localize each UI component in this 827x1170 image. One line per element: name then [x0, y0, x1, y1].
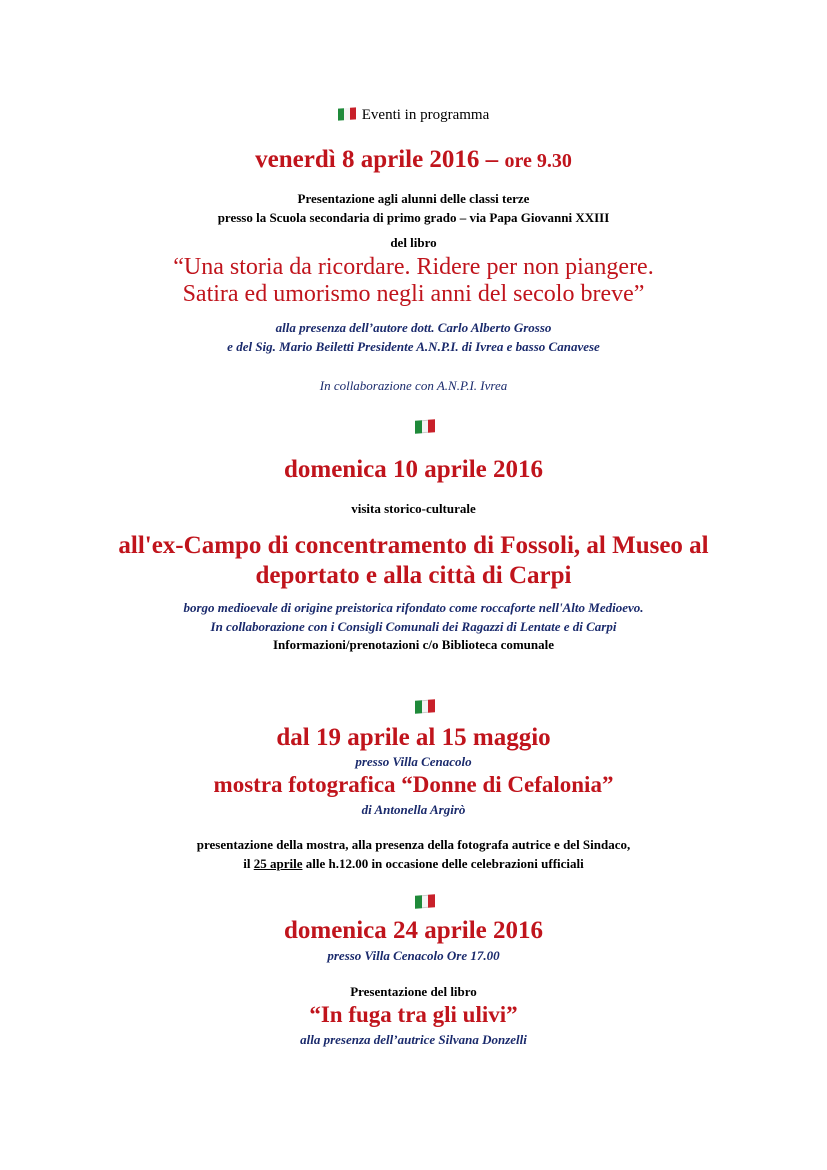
- event1-collab: In collaborazione con A.N.P.I. Ivrea: [319, 378, 508, 393]
- event1-guest2: e del Sig. Mario Beiletti Presidente A.N.P.I. di Ivrea e basso Canavese: [227, 339, 600, 354]
- event4-line1: Presentazione del libro: [350, 984, 477, 999]
- italian-flag-icon: [415, 894, 435, 908]
- event1-time: ore 9.30: [504, 150, 572, 172]
- event1-line2: presso la Scuola secondaria di primo grado – via Papa Giovanni XXIII: [217, 210, 610, 225]
- event2-desc2: In collaborazione con i Consigli Comunali dei Ragazzi di Lentate e di Carpi: [210, 619, 617, 634]
- event4-title: “In fuga tra gli ulivi”: [309, 1002, 518, 1027]
- event1-guest1: alla presenza dell’autore dott. Carlo Alberto Grosso: [275, 320, 552, 335]
- event2-title2: deportato e alla città di Carpi: [255, 562, 572, 589]
- event2-info: Informazioni/prenotazioni c/o Biblioteca comunale: [272, 637, 555, 652]
- event3-date: dal 19 aprile al 15 maggio: [276, 724, 551, 751]
- event1-title2: Satira ed umorismo negli anni del secolo breve”: [182, 281, 645, 307]
- event1-line1: Presentazione agli alunni delle classi terze: [297, 191, 530, 206]
- event3-pres2-b: alle h.12.00 in occasione delle celebrazioni ufficiali: [302, 856, 584, 871]
- header-label: Eventi in programma: [361, 107, 490, 123]
- event1-date-line: [0, 146, 827, 174]
- header: [0, 107, 827, 124]
- event1-date: venerdì 8 aprile 2016 –: [255, 146, 499, 173]
- event3-pres1: presentazione della mostra, alla presenza della fotografa autrice e del Sindaco,: [196, 837, 631, 852]
- event3-author: di Antonella Argirò: [361, 802, 466, 817]
- italian-flag-icon: [415, 419, 435, 433]
- event4-guest: alla presenza dell’autrice Silvana Donzelli: [300, 1032, 527, 1047]
- italian-flag-icon: [415, 699, 435, 713]
- event2-title1: all'ex-Campo di concentramento di Fossoli, al Museo al: [118, 532, 709, 559]
- italian-flag-icon: [338, 107, 356, 120]
- event4-place: presso Villa Cenacolo Ore 17.00: [327, 948, 500, 963]
- event3-pres2: [0, 856, 827, 872]
- event3-place: presso Villa Cenacolo: [355, 754, 472, 769]
- event1-line3: del libro: [390, 235, 437, 250]
- event3-pres2-a: il: [243, 856, 254, 871]
- event4-date: domenica 24 aprile 2016: [283, 917, 543, 944]
- event2-line1: visita storico-culturale: [351, 501, 476, 516]
- event2-desc1: borgo medioevale di origine preistorica rifondato come roccaforte nell'Alto Medioevo.: [183, 600, 644, 615]
- event2-date: domenica 10 aprile 2016: [283, 456, 543, 483]
- event1-title1: “Una storia da ricordare. Ridere per non piangere.: [173, 254, 654, 280]
- event3-pres2-date: 25 aprile: [253, 856, 303, 871]
- event3-title: mostra fotografica “Donne di Cefalonia”: [213, 772, 614, 797]
